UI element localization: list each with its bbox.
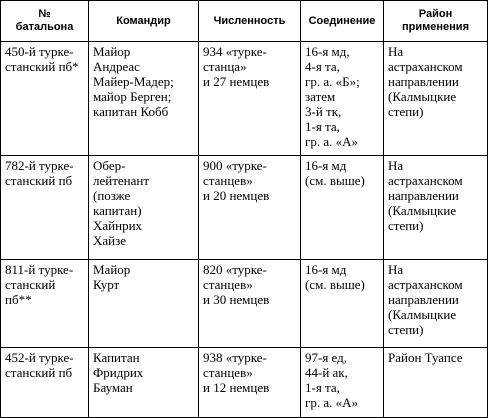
commander-cell: Майор Курт <box>89 260 199 348</box>
header-deployment-area: Район применения <box>384 1 488 42</box>
header-strength: Численность <box>199 1 301 42</box>
table-header <box>1 1 488 42</box>
formation-cell: 16-я мд (см. выше) <box>301 260 384 348</box>
commander-cell: Майор Андреас Майер-Мадер; майор Берген; капитан Кобб <box>89 42 199 156</box>
commander-cell: Обер- лейтенант (позже капитан) Хайнрих Хайзе <box>89 156 199 260</box>
battalion-cell: 782-й турке- станский пб <box>1 156 89 260</box>
table-row <box>1 348 488 418</box>
table-row <box>1 156 488 260</box>
commander-cell: Капитан Фридрих Бауман <box>89 348 199 418</box>
area-cell: На астраханском направлении (Калмыцкие степи) <box>384 156 488 260</box>
formation-cell: 16-я мд (см. выше) <box>301 156 384 260</box>
header-row <box>1 1 488 42</box>
strength-cell: 900 «турке- станцев» и 20 немцев <box>199 156 301 260</box>
header-battalion-number: № батальона <box>1 1 89 42</box>
battalion-cell: 452-й турке- станский пб <box>1 348 89 418</box>
area-cell: На астраханском направлении (Калмыцкие степи) <box>384 42 488 156</box>
area-cell: На астраханском направлении (Калмыцкие степи) <box>384 260 488 348</box>
battalion-cell: 450-й турке- станский пб* <box>1 42 89 156</box>
strength-cell: 938 «турке- станцев» и 12 немцев <box>199 348 301 418</box>
table-body <box>1 42 488 418</box>
header-commander: Командир <box>89 1 199 42</box>
table-row <box>1 260 488 348</box>
battalion-cell: 811-й турке- станский пб** <box>1 260 89 348</box>
strength-cell: 820 «турке- станцев» и 30 немцев <box>199 260 301 348</box>
formation-cell: 16-я мд, 4-я та, гр. а. «Б»; затем 3-й тк, 1-я та, гр. а. «А» <box>301 42 384 156</box>
strength-cell: 934 «турке- станца» и 27 немцев <box>199 42 301 156</box>
area-cell: Район Туапсе <box>384 348 488 418</box>
table-row <box>1 42 488 156</box>
header-formation: Соединение <box>301 1 384 42</box>
formation-cell: 97-я ед, 44-й ак, 1-я та, гр. а. «А» <box>301 348 384 418</box>
